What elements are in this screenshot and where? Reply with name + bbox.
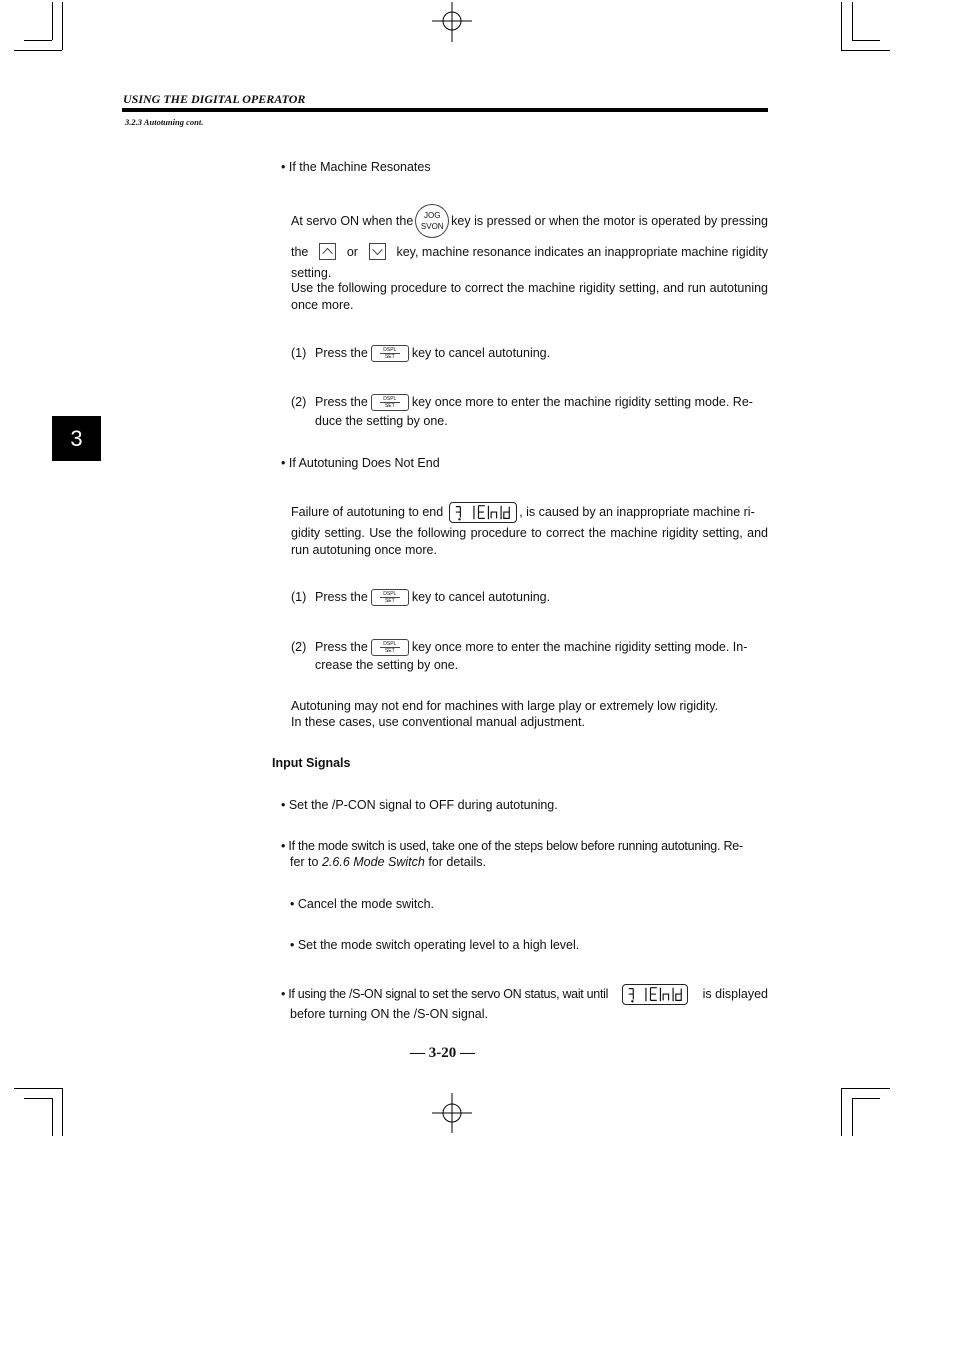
resonance-para-line3: setting.	[291, 266, 332, 280]
note-line2: In these cases, use conventional manual adjustment.	[291, 715, 585, 729]
step-number: (2)	[291, 640, 307, 654]
text: Press the	[315, 640, 368, 654]
sub-bullet-cancel: • Cancel the mode switch.	[290, 897, 435, 911]
text: for details.	[428, 855, 486, 869]
text: key once more to enter the machine rigidity setting mode. In-	[411, 640, 748, 654]
down-arrow-key-icon	[369, 243, 386, 260]
text: key is pressed or when the motor is operated by pressing	[451, 214, 768, 228]
text: the	[291, 244, 309, 259]
sub-bullet-level: • Set the mode switch operating level to a high level.	[290, 938, 580, 952]
note-line1: Autotuning may not end for machines with large play or extremely low rigidity.	[291, 699, 719, 713]
crop-mark	[14, 1088, 62, 1089]
not-end-para-rest: gidity setting. Use the following procedure to correct the machine rigidity setting, and run autotuning once more.	[291, 526, 768, 557]
bullet-autotuning-not-end: • If Autotuning Does Not End	[281, 456, 440, 470]
step-number: (1)	[291, 590, 307, 604]
crop-mark	[24, 1098, 52, 1099]
chapter-tab: 3	[52, 416, 101, 461]
text: Press the	[315, 395, 368, 409]
bullet-pcon: • Set the /P-CON signal to OFF during autotuning.	[281, 798, 558, 812]
crop-mark	[852, 1098, 853, 1136]
key-label: JOG	[424, 211, 441, 220]
resonance-step2	[291, 392, 768, 412]
crop-mark	[852, 2, 853, 40]
text: key once more to enter the machine rigidity setting mode. Re-	[411, 395, 753, 409]
resonance-para-line2	[291, 243, 768, 260]
crop-mark	[62, 1088, 63, 1136]
not-end-step2-cont: crease the setting by one.	[315, 658, 459, 672]
bullet-mode-switch-cont	[290, 854, 486, 870]
section-label: 3.2.3 Autotuning cont.	[125, 117, 204, 127]
registration-mark	[432, 2, 472, 42]
up-arrow-key-icon	[319, 243, 336, 260]
bullet-mode-switch: • If the mode switch is used, take one of the steps below before running autotuning. Re-	[281, 839, 743, 853]
not-end-step1	[291, 587, 550, 607]
crop-mark	[841, 1088, 842, 1136]
crop-mark	[852, 1098, 880, 1099]
crop-mark	[62, 2, 63, 50]
resonance-step1	[291, 343, 550, 363]
resonance-step2-cont: duce the setting by one.	[315, 414, 448, 428]
cross-reference: 2.6.6 Mode Switch	[321, 855, 425, 869]
text: • If using the /S-ON signal to set the servo ON status, wait until	[281, 987, 609, 1001]
running-header-title: USING THE DIGITAL OPERATOR	[123, 92, 306, 106]
text: At servo ON when the	[291, 214, 414, 228]
dspl-set-key-icon: DSPL SET	[371, 589, 409, 606]
step-number: (2)	[291, 395, 307, 409]
not-end-step2	[291, 637, 768, 657]
end-display-icon	[622, 984, 688, 1005]
text: Press the	[315, 346, 368, 360]
crop-mark	[24, 40, 52, 41]
crop-mark	[52, 2, 53, 40]
header-rule	[122, 108, 768, 112]
end-display-icon	[449, 502, 517, 523]
input-signals-heading: Input Signals	[272, 756, 351, 770]
resonance-para-line1	[291, 203, 768, 239]
bullet-son-cont: before turning ON the /S-ON signal.	[290, 1007, 489, 1021]
dspl-set-key-icon: DSPL SET	[371, 639, 409, 656]
registration-mark	[432, 1093, 472, 1133]
crop-mark	[841, 2, 842, 50]
text: is displayed	[702, 987, 768, 1001]
page-number: — 3-20 —	[410, 1045, 475, 1061]
text: key to cancel autotuning.	[411, 346, 551, 360]
text: key to cancel autotuning.	[411, 590, 551, 604]
dspl-set-key-icon: DSPL SET	[371, 345, 409, 362]
text: , is caused by an inappropriate machine ri-	[519, 505, 755, 519]
crop-mark	[841, 50, 890, 51]
dspl-set-key-icon: DSPL SET	[371, 394, 409, 411]
crop-mark	[14, 50, 62, 51]
bullet-son	[281, 982, 768, 1006]
not-end-para-line1	[291, 500, 768, 524]
jog-svon-key-icon	[415, 204, 449, 238]
step-number: (1)	[291, 346, 307, 360]
text: key, machine resonance indicates an inappropriate machine rigidity	[396, 244, 768, 259]
crop-mark	[841, 1088, 890, 1089]
crop-mark	[52, 1098, 53, 1136]
bullet-machine-resonates: • If the Machine Resonates	[281, 160, 431, 174]
crop-mark	[852, 40, 880, 41]
text: fer to	[290, 855, 319, 869]
key-label: SVON	[420, 222, 444, 231]
text: Press the	[315, 590, 368, 604]
text: Failure of autotuning to end	[291, 505, 444, 519]
text: or	[346, 244, 358, 259]
resonance-procedure-intro: Use the following procedure to correct the machine rigidity setting, and run autotuning once more.	[291, 281, 768, 312]
